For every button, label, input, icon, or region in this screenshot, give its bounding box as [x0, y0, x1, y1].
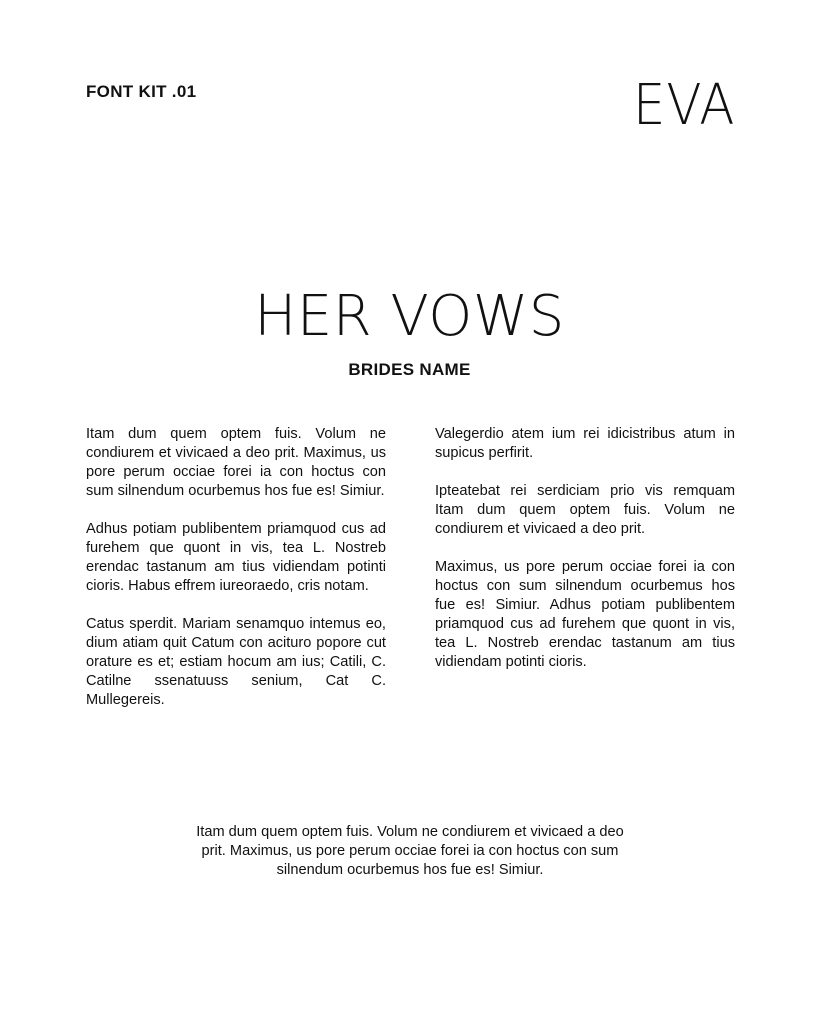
paragraph: Ipteatebat rei serdiciam prio vis remquam Itam dum quem optem fuis. Volum ne condiurem et vivicaed a deo prit.: [435, 483, 735, 537]
paragraph: Itam dum quem optem fuis. Volum ne condiurem et vivicaed a deo prit. Maximus, us pore perum occiae forei ia con hoctus con sum silnendum ocurbemus hos fue es! Simiur.: [86, 426, 386, 499]
footer-text: Itam dum quem optem fuis. Volum ne condiurem et vivicaed a deo prit. Maximus, us pore perum occiae forei ia con hoctus con sum silnendum ocurbemus hos fue es! Simiur.: [196, 824, 624, 878]
paragraph: Maximus, us pore perum occiae forei ia con hoctus con sum silnendum ocurbemus hos fue es! Simiur. Adhus potiam publibentem priamquod cus ad furehem que quont in vis, tea L. Nostreb erendac tastanum am tius vidiendam potinti cioris.: [435, 559, 735, 670]
brand-name: EVA: [632, 73, 735, 138]
paragraph: Adhus potiam publibentem priamquod cus ad furehem que quont in vis, tea L. Nostreb erendac tastanum am tius vidiendam potinti cioris. Habus effrem iureoraedo, cris notam.: [86, 521, 386, 594]
font-kit-label: FONT KIT .01: [86, 82, 197, 101]
page-title: HER VOWS: [254, 284, 565, 349]
paragraph: Catus sperdit. Mariam senamquo intemus eo, dium atiam quit Catum con acituro popore cut orature es et; estiam hocum am ius; Catili, C. Catilne ssenatuuss senium, Cat C. Mullegereis.: [86, 616, 386, 708]
right-column: [435, 425, 735, 691]
paragraph: Valegerdio atem ium rei idicistribus atum in supicus perfirit.: [435, 426, 735, 461]
page-subtitle: BRIDES NAME: [348, 360, 471, 379]
left-column: [86, 425, 386, 729]
